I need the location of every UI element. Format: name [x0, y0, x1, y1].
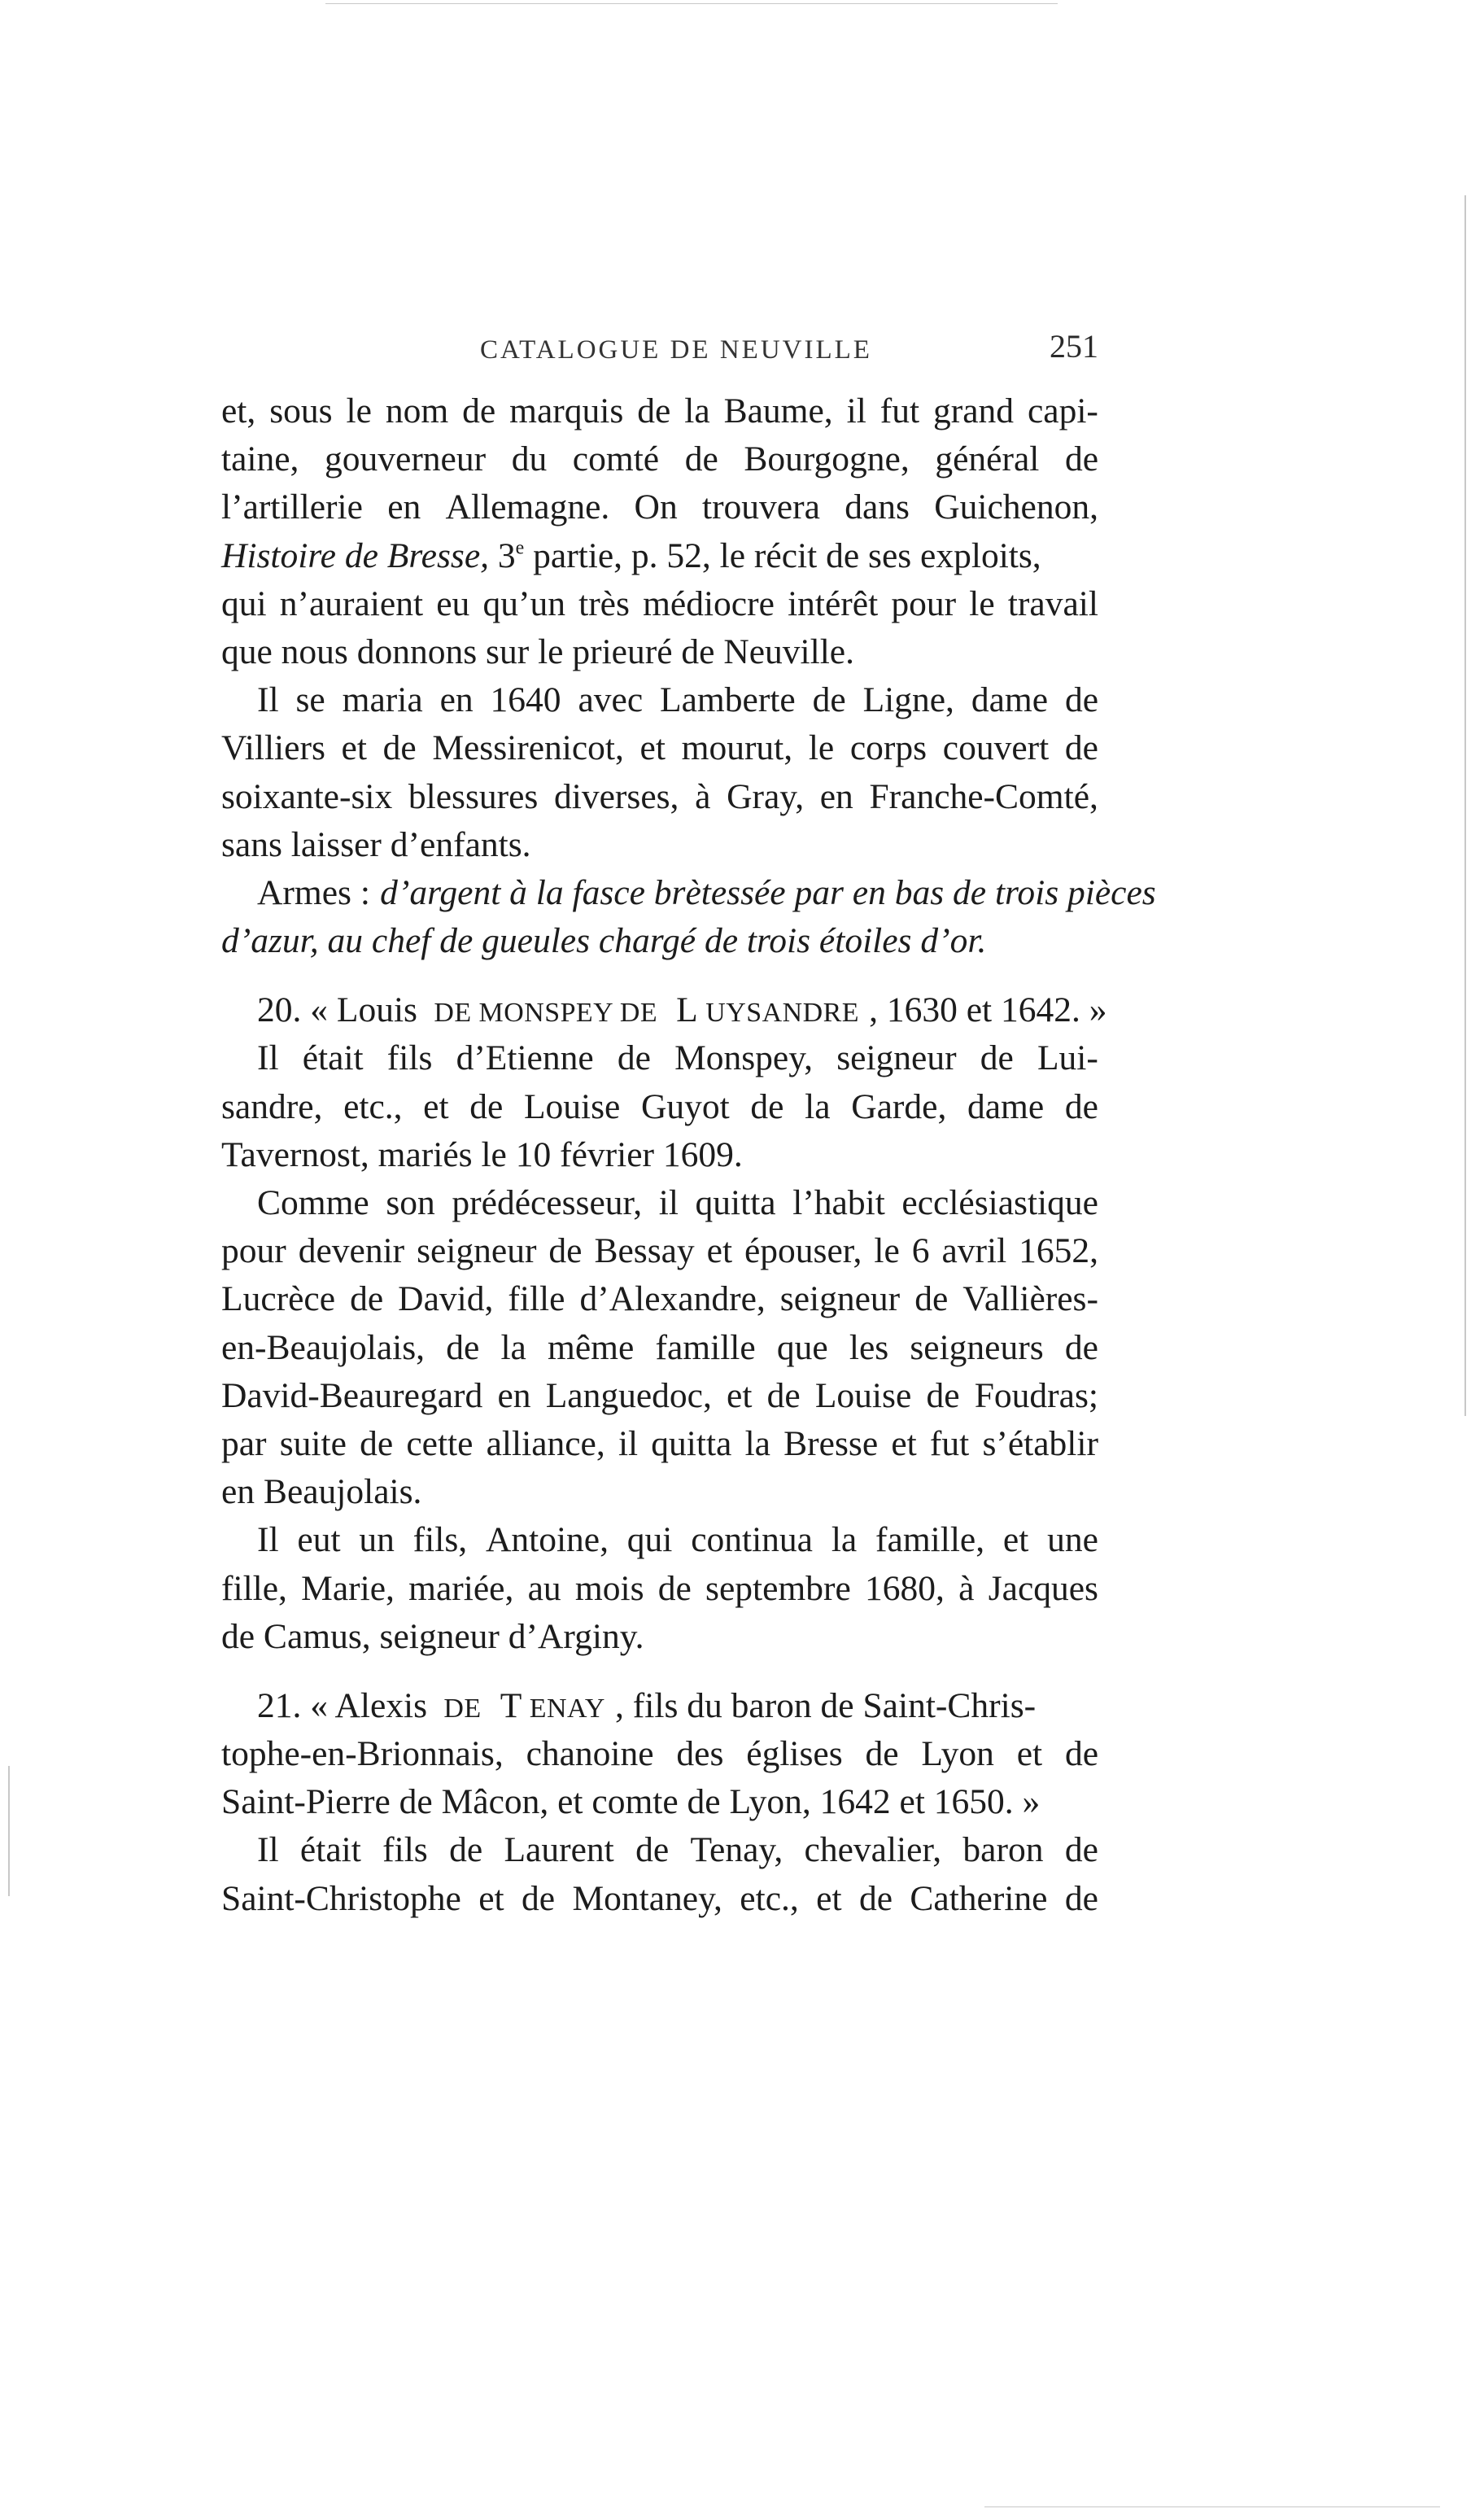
word: devenir	[298, 1231, 405, 1271]
word: de	[360, 1423, 394, 1463]
word: de	[980, 1038, 1014, 1078]
word: etc.,	[343, 1086, 403, 1126]
text-line	[221, 1275, 1098, 1323]
arms-label: Armes :	[257, 872, 370, 912]
word: fut	[929, 1423, 970, 1463]
entry-heading-21: 21. « Alexis DE T ENAY , fils du baron de Saint-Chris-	[257, 1685, 1037, 1725]
scan-edge-line-top	[325, 3, 1058, 4]
word: de	[1064, 1830, 1098, 1870]
word: Monspey,	[674, 1038, 814, 1078]
word: l’habit	[792, 1183, 885, 1222]
word: et	[891, 1423, 917, 1463]
word: des	[676, 1734, 724, 1774]
word: eu	[436, 583, 470, 623]
word: Tenay,	[690, 1830, 783, 1870]
word: Guichenon,	[934, 487, 1098, 527]
word: alliance,	[486, 1423, 605, 1463]
word: Messirenicot,	[432, 728, 624, 768]
word: de	[350, 1279, 384, 1319]
text-line: en Beaujolais.	[221, 1472, 422, 1512]
word: un	[359, 1520, 395, 1560]
word: de	[914, 1279, 949, 1319]
word: baron	[962, 1830, 1044, 1870]
word: Vallières-	[962, 1279, 1098, 1319]
word: il	[618, 1423, 639, 1463]
word: Villiers	[221, 728, 325, 768]
page-number: 251	[1050, 328, 1098, 365]
text-line: d’azur, au chef de gueules chargé de trois étoiles d’or.	[221, 921, 987, 961]
citation-line: Histoire de Bresse, 3e partie, p. 52, le récit de ses exploits,	[221, 535, 1041, 575]
word: nom	[385, 391, 449, 430]
word: le	[969, 583, 995, 623]
text-line	[221, 773, 1098, 821]
word: et	[478, 1878, 504, 1918]
text-line	[221, 483, 1098, 531]
word: et,	[221, 391, 256, 430]
text-line	[221, 1420, 1098, 1468]
word: cette	[406, 1423, 474, 1463]
arms-blazon: d’argent à la fasce brètessée par en bas de trois pièces	[380, 872, 1156, 912]
arms-line	[221, 869, 1156, 917]
word: blessures	[408, 776, 539, 816]
word: il	[658, 1183, 679, 1222]
word: Jacques	[988, 1568, 1098, 1608]
word: n’auraient	[279, 583, 424, 623]
word: général	[935, 439, 1040, 479]
word: Montaney,	[572, 1878, 722, 1918]
word: suite	[279, 1423, 347, 1463]
word: de	[1064, 1086, 1098, 1126]
word: dans	[845, 487, 910, 527]
word: de	[522, 1878, 556, 1918]
word: seigneur	[779, 1279, 901, 1319]
word: gouverneur	[325, 439, 487, 479]
word: et	[1016, 1734, 1043, 1774]
text-line: sans laisser d’enfants.	[221, 824, 531, 864]
word: 1640	[490, 680, 561, 720]
word: de	[637, 391, 671, 430]
word: fille,	[221, 1568, 287, 1608]
scan-edge-line-bottom	[984, 2506, 1440, 2507]
word: le	[808, 728, 835, 768]
word: Saint-Christophe	[221, 1878, 461, 1918]
entry-heading-20: 20. « Louis DE MONSPEY DE L UYSANDRE , 1630 et 1642. »	[257, 990, 1107, 1030]
text-line	[221, 676, 1098, 724]
text-line	[221, 435, 1098, 483]
text-line	[221, 1324, 1098, 1372]
word: en	[819, 776, 853, 816]
word: la	[805, 1086, 831, 1126]
word: de	[1064, 680, 1098, 720]
word: fils,	[412, 1520, 468, 1560]
word: Gray,	[727, 776, 805, 816]
word: qui	[626, 1520, 673, 1560]
word: famille	[655, 1327, 756, 1367]
word: fut	[879, 391, 920, 430]
word: Ligne,	[862, 680, 954, 720]
text-line	[221, 1516, 1098, 1564]
word: de	[469, 1086, 504, 1126]
word: et	[341, 728, 367, 768]
word: On	[634, 487, 678, 527]
word: Languedoc,	[545, 1375, 712, 1415]
word: de	[750, 1086, 784, 1126]
text-line	[221, 387, 1098, 435]
word: David-Beauregard	[221, 1375, 483, 1415]
word: seigneur	[836, 1038, 957, 1078]
text-line	[221, 1034, 1098, 1082]
word: couvert	[942, 728, 1050, 768]
word: en	[439, 680, 474, 720]
word: que	[776, 1327, 828, 1367]
word: et	[423, 1086, 449, 1126]
word: par	[221, 1423, 267, 1463]
word: mourut,	[681, 728, 793, 768]
word: 1680,	[865, 1568, 945, 1608]
scan-edge-line-right	[1464, 195, 1466, 1416]
word: se	[295, 680, 325, 720]
word: de	[449, 1830, 483, 1870]
word: Lamberte	[660, 680, 796, 720]
word: ecclésiastique	[901, 1183, 1098, 1222]
word: Comme	[257, 1183, 369, 1222]
word: et	[816, 1878, 842, 1918]
word: la	[744, 1423, 770, 1463]
word: fille	[508, 1279, 565, 1319]
word: de	[1064, 1327, 1098, 1367]
word: et	[706, 1231, 733, 1271]
word: Il	[257, 1830, 279, 1870]
word: la	[831, 1520, 858, 1560]
word: les	[849, 1327, 889, 1367]
word: de	[446, 1327, 480, 1367]
word: travail	[1007, 583, 1098, 623]
word: Bourgogne,	[744, 439, 910, 479]
word: Garde,	[851, 1086, 947, 1126]
word: Catherine	[910, 1878, 1048, 1918]
word: Bresse	[783, 1423, 879, 1463]
word: en-Beaujolais,	[221, 1327, 426, 1367]
word: diverses,	[554, 776, 679, 816]
text-line	[221, 580, 1098, 628]
text-line: Tavernost, mariés le 10 février 1609.	[221, 1134, 743, 1174]
word: au	[527, 1568, 561, 1608]
word: David,	[398, 1279, 494, 1319]
word: le	[346, 391, 372, 430]
word: intérêt	[788, 583, 879, 623]
word: 6	[911, 1231, 930, 1271]
word: Lyon	[921, 1734, 994, 1774]
word: taine,	[221, 439, 299, 479]
word: mois	[574, 1568, 644, 1608]
word: Louise	[523, 1086, 621, 1126]
word: médiocre	[643, 583, 775, 623]
word: sous	[269, 391, 333, 430]
word: de	[858, 1878, 893, 1918]
word: eut	[297, 1520, 341, 1560]
word: prédécesseur,	[452, 1183, 643, 1222]
book-title: Histoire de Bresse,	[221, 535, 490, 575]
word: Il	[257, 680, 279, 720]
word: Lucrèce	[221, 1279, 336, 1319]
word: Baume,	[723, 391, 833, 430]
word: son	[386, 1183, 435, 1222]
word: pour	[221, 1231, 286, 1271]
word: du	[511, 439, 548, 479]
word: fils	[382, 1830, 428, 1870]
word: à	[958, 1568, 975, 1608]
word: le	[874, 1231, 900, 1271]
word: Franche-Comté,	[869, 776, 1098, 816]
text-line	[221, 1875, 1098, 1923]
word: Allemagne.	[445, 487, 610, 527]
word: Il	[257, 1038, 279, 1078]
word: chanoine	[526, 1734, 654, 1774]
word: 1652,	[1019, 1231, 1098, 1271]
word: il	[846, 391, 866, 430]
word: pour	[891, 583, 957, 623]
word: et	[1002, 1520, 1029, 1560]
word: de	[1064, 1878, 1098, 1918]
word: de	[865, 1734, 899, 1774]
word: avril	[941, 1231, 1007, 1271]
text-line	[221, 1083, 1098, 1131]
word: quitta	[695, 1183, 776, 1222]
word: de	[1064, 728, 1098, 768]
word: de	[1064, 439, 1098, 479]
word: de	[462, 391, 496, 430]
word: était	[302, 1038, 364, 1078]
word: de	[1064, 1734, 1098, 1774]
word: églises	[746, 1734, 843, 1774]
word: Il	[257, 1520, 279, 1560]
word: Guyot	[641, 1086, 730, 1126]
word: de	[548, 1231, 583, 1271]
word: de	[657, 1568, 692, 1608]
word: la	[684, 391, 710, 430]
word: seigneurs	[910, 1327, 1044, 1367]
word: d’Etienne	[456, 1038, 594, 1078]
word: quitta	[651, 1423, 732, 1463]
word: trouvera	[701, 487, 820, 527]
scan-edge-line-left	[8, 1766, 10, 1896]
word: grand	[932, 391, 1015, 430]
word: de	[766, 1375, 801, 1415]
word: s’établir	[982, 1423, 1098, 1463]
text-line	[221, 532, 1098, 580]
word: sandre,	[221, 1086, 323, 1126]
word: de	[684, 439, 718, 479]
text-line	[221, 1730, 1098, 1778]
word: dame	[971, 680, 1049, 720]
word: famille,	[875, 1520, 985, 1560]
text-line	[221, 1565, 1098, 1613]
word: Louise	[814, 1375, 912, 1415]
word: capi-	[1027, 391, 1098, 430]
word: etc.,	[740, 1878, 799, 1918]
word: Laurent	[504, 1830, 614, 1870]
word: dame	[967, 1086, 1045, 1126]
text-line: que nous donnons sur le prieuré de Neuville.	[221, 632, 854, 671]
word: très	[578, 583, 630, 623]
word: qui	[221, 583, 267, 623]
word: fils	[386, 1038, 433, 1078]
word: seigneur	[417, 1231, 537, 1271]
word: la	[500, 1327, 526, 1367]
text-line	[221, 1179, 1098, 1227]
page-header	[220, 327, 1098, 373]
word: Antoine,	[485, 1520, 609, 1560]
word: et	[639, 728, 666, 768]
word: l’artillerie	[221, 487, 363, 527]
word: tophe-en-Brionnais,	[221, 1734, 504, 1774]
text-line	[221, 724, 1098, 772]
word: même	[548, 1327, 635, 1367]
word: mariée,	[408, 1568, 514, 1608]
word: en	[387, 487, 421, 527]
word: comté	[572, 439, 660, 479]
word: de	[617, 1038, 651, 1078]
word: de	[812, 680, 846, 720]
word: en	[497, 1375, 531, 1415]
word: Bessay	[594, 1231, 695, 1271]
word: et	[727, 1375, 753, 1415]
text-line	[221, 1826, 1098, 1874]
word: qu’un	[482, 583, 565, 623]
word: corps	[849, 728, 928, 768]
word: était	[299, 1830, 361, 1870]
text-line	[221, 1227, 1098, 1275]
word: d’Alexandre,	[579, 1279, 766, 1319]
running-head: CATALOGUE DE NEUVILLE	[480, 335, 872, 365]
text-line: Saint-Pierre de Mâcon, et comte de Lyon, 1642 et 1650. »	[221, 1782, 1041, 1822]
text-line: de Camus, seigneur d’Arginy.	[221, 1616, 644, 1656]
word: de	[382, 728, 417, 768]
body-text	[221, 387, 1156, 1923]
word: Marie,	[301, 1568, 395, 1608]
word: de	[635, 1830, 670, 1870]
word: chevalier,	[804, 1830, 942, 1870]
word: maria	[342, 680, 423, 720]
word: de	[926, 1375, 960, 1415]
word: Lui-	[1037, 1038, 1098, 1078]
word: continua	[691, 1520, 813, 1560]
word: à	[695, 776, 711, 816]
word: marquis	[509, 391, 624, 430]
word: épouser,	[744, 1231, 862, 1271]
word: Foudras;	[974, 1375, 1098, 1415]
text-line	[221, 1372, 1098, 1420]
word: une	[1047, 1520, 1098, 1560]
word: soixante-six	[221, 776, 393, 816]
word: septembre	[705, 1568, 851, 1608]
word: avec	[578, 680, 644, 720]
